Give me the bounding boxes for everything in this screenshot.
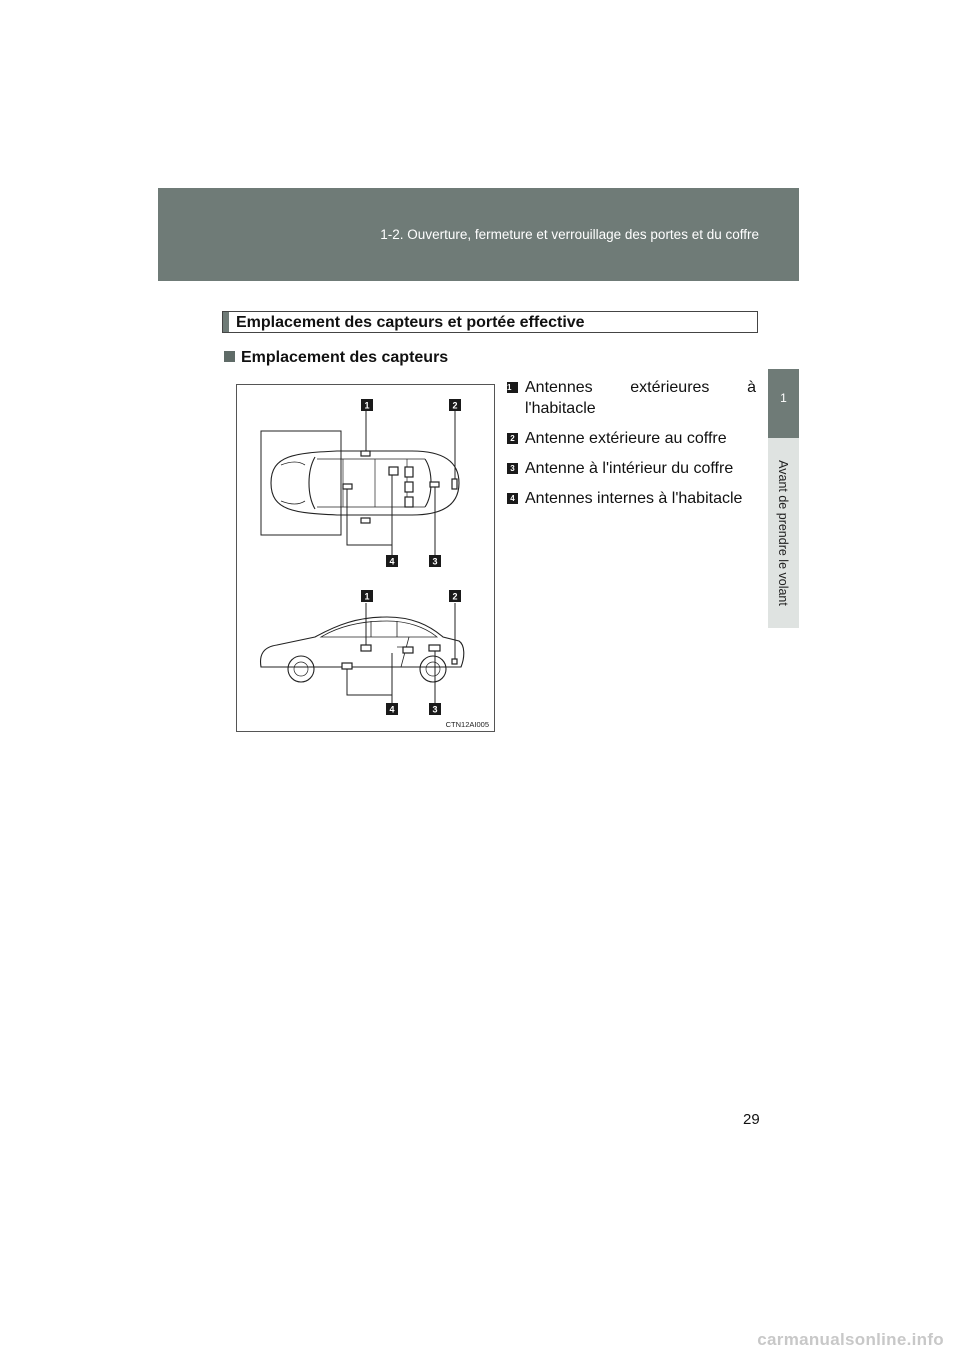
sensor-mark <box>361 451 370 456</box>
car-side-outline <box>261 617 464 667</box>
legend-item <box>507 488 756 509</box>
callout-top-3: 3 <box>432 556 438 567</box>
chapter-label: Avant de prendre le volant <box>776 460 790 606</box>
sensor-mark <box>452 479 457 489</box>
square-bullet-icon <box>224 351 235 362</box>
legend-text: Antenne extérieure au coffre <box>525 430 727 447</box>
front-wheel <box>288 656 314 682</box>
figure-code: CTN12AI005 <box>445 720 489 729</box>
car-top-view <box>261 431 459 535</box>
chapter-number: 1 <box>780 391 787 405</box>
sensor-mark <box>361 518 370 523</box>
sensor-mark <box>429 645 440 651</box>
legend-number: 4 <box>507 493 518 504</box>
callout-top-1: 1 <box>364 400 370 411</box>
callout-side-3: 3 <box>432 704 438 715</box>
legend-text: Antennes extérieures à <box>525 379 756 396</box>
sensor-mark <box>405 467 413 477</box>
sensor-mark <box>405 482 413 492</box>
legend-number: 2 <box>507 433 518 444</box>
top-sensors <box>343 451 457 523</box>
legend-number: 1 <box>507 382 518 393</box>
sensor-mark <box>430 482 439 487</box>
sensor-mark <box>343 484 352 489</box>
legend-list <box>507 377 756 518</box>
windshield <box>309 457 315 509</box>
sensor-mark <box>452 659 457 664</box>
legend-text: Antennes internes à l'habitacle <box>525 490 743 507</box>
rear-wheel <box>420 656 446 682</box>
header-band <box>158 188 799 281</box>
legend-text-cont: l'habitacle <box>525 400 596 417</box>
sensor-mark <box>405 497 413 507</box>
callout-side-2: 2 <box>452 591 458 602</box>
watermark: carmanualsonline.info <box>757 1330 944 1349</box>
legend-item <box>507 458 756 479</box>
chapter-section-title: 1-2. Ouverture, fermeture et verrouillage des portes et du coffre <box>380 227 759 242</box>
sensor-mark <box>361 645 371 651</box>
section-heading-box <box>222 311 758 333</box>
callout-top-2: 2 <box>452 400 458 411</box>
sensor-location-figure <box>236 384 495 732</box>
page-number: 29 <box>743 1111 760 1128</box>
sensor-mark <box>342 663 352 669</box>
chapter-tab <box>768 369 799 438</box>
callout-top-4: 4 <box>389 556 395 567</box>
heading-accent-bar <box>223 312 229 332</box>
legend-number: 3 <box>507 463 518 474</box>
legend-item <box>507 428 756 449</box>
section-heading: Emplacement des capteurs et portée effective <box>236 314 585 331</box>
subheading-text: Emplacement des capteurs <box>241 349 449 366</box>
car-diagram <box>237 385 494 731</box>
sensor-mark <box>403 647 413 653</box>
callout-side-4: 4 <box>389 704 395 715</box>
subheading <box>224 349 448 367</box>
legend-item <box>507 377 756 419</box>
side-sensors <box>342 645 457 669</box>
bracket-box <box>261 431 341 535</box>
callout-side-1: 1 <box>364 591 370 602</box>
sensor-mark <box>389 467 398 475</box>
legend-text: Antenne à l'intérieur du coffre <box>525 460 734 477</box>
